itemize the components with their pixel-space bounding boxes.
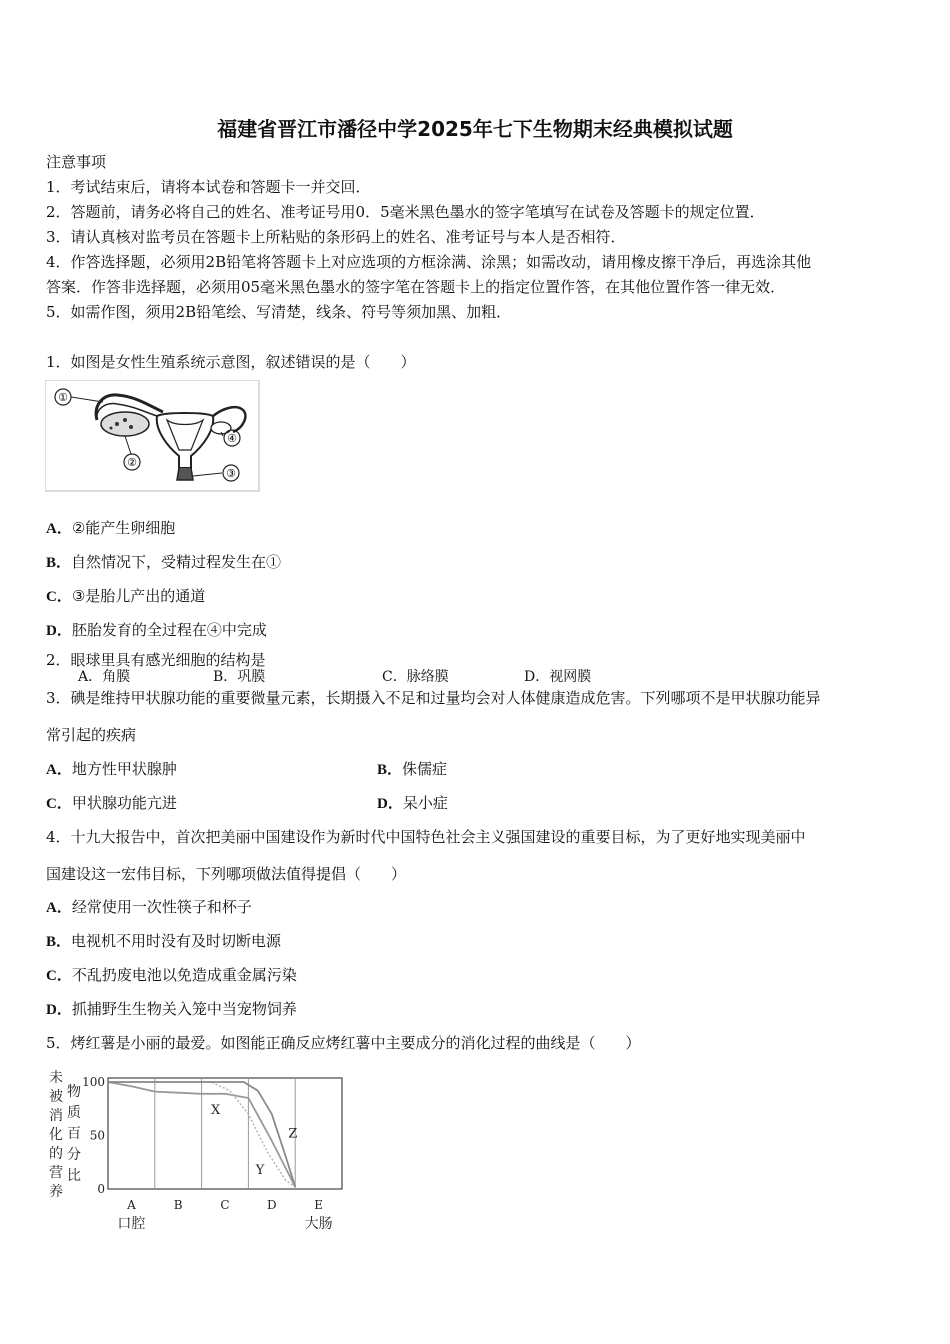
q2-option-a: A．角膜 <box>78 669 131 685</box>
y-label-inner-char: 百 <box>67 1126 81 1142</box>
notice-item: 1．考试结束后，请将本试卷和答题卡一并交回． <box>46 178 371 196</box>
q4-option-d: D．抓捕野生生物关入笼中当宠物饲养 <box>46 1000 297 1018</box>
series-label-y: Y <box>255 1163 265 1179</box>
x-below-label-large-intestine: 大肠 <box>304 1216 333 1232</box>
q4-option-b: B．电视机不用时没有及时切断电源 <box>46 932 282 950</box>
question-2-stem: 2．眼球里具有感光细胞的结构是 <box>46 651 266 669</box>
digestion-chart <box>44 1066 354 1236</box>
notice-item: 答案．作答非选择题，必须用05毫米黑色墨水的签字笔在答题卡上的指定位置作答，在其他位置作答一律无效． <box>46 278 786 296</box>
y-tick-label: 0 <box>97 1182 105 1196</box>
q1-option-a: A．②能产生卵细胞 <box>46 519 176 537</box>
y-label-inner-char: 比 <box>67 1168 81 1184</box>
question-4-stem-line2: 国建设这一宏伟目标，下列哪项做法值得提倡（ ） <box>46 865 407 883</box>
x-tick-label: E <box>314 1198 323 1212</box>
q2-option-b: B．巩膜 <box>213 669 266 685</box>
q1-option-c: C．③是胎儿产出的通道 <box>46 587 206 605</box>
y-tick-label: 50 <box>89 1128 105 1143</box>
label-2: ② <box>127 456 137 469</box>
notice-item: 3．请认真核对监考员在答题卡上所粘贴的条形码上的姓名、准考证号与本人是否相符． <box>46 228 626 246</box>
y-label-outer-char: 消 <box>49 1108 63 1124</box>
notice-heading: 注意事项 <box>46 153 107 171</box>
y-tick-label: 100 <box>82 1075 105 1089</box>
x-tick-label: B <box>173 1198 183 1212</box>
q3-option-c: C．甲状腺功能亢进 <box>46 794 177 812</box>
label-4: ④ <box>227 432 237 445</box>
female-reproductive-system-figure <box>45 380 260 492</box>
label-1: ① <box>58 391 68 404</box>
q3-option-d: D．呆小症 <box>377 794 448 812</box>
y-label-inner-char: 物 <box>67 1084 81 1100</box>
notice-item: 2．答题前，请务必将自己的姓名、准考证号用0．5毫米黑色墨水的签字笔填写在试卷及答题卡的规定位置． <box>46 203 765 221</box>
q2-option-d: D．视网膜 <box>524 669 592 685</box>
y-label-outer-char: 营 <box>49 1165 63 1181</box>
question-4-stem-line1: 4．十九大报告中，首次把美丽中国建设作为新时代中国特色社会主义强国建设的重要目标，为了更好地实现美丽中 <box>46 828 806 846</box>
question-3-stem-line1: 3．碘是维持甲状腺功能的重要微量元素，长期摄入不足和过量均会对人体健康造成危害。下列哪项不是甲状腺功能异 <box>46 689 821 707</box>
x-tick-label: A <box>127 1198 136 1212</box>
notice-item: 5．如需作图，须用2B铅笔绘、写清楚，线条、符号等须加黑、加粗． <box>46 303 512 321</box>
x-tick-label: D <box>266 1198 277 1212</box>
y-label-outer-char: 未 <box>49 1070 63 1086</box>
digestion-chart-svg <box>44 1066 354 1236</box>
y-label-outer-char: 养 <box>49 1184 63 1200</box>
series-label-x: X <box>211 1103 221 1119</box>
question-3-stem-line2: 常引起的疾病 <box>46 726 137 744</box>
y-label-outer-char: 被 <box>49 1089 63 1105</box>
q2-option-c: C．脉络膜 <box>382 669 449 685</box>
question-5-stem: 5．烤红薯是小丽的最爱。如图能正确反应烤红薯中主要成分的消化过程的曲线是（ ） <box>46 1034 641 1052</box>
series-label-z: Z <box>288 1126 298 1142</box>
y-label-outer-char: 化 <box>49 1127 63 1143</box>
label-3: ③ <box>226 467 236 480</box>
x-tick-label: C <box>220 1198 230 1212</box>
q1-option-b: B．自然情况下，受精过程发生在① <box>46 553 282 571</box>
q1-option-d: D．胚胎发育的全过程在④中完成 <box>46 621 267 639</box>
notice-item: 4．作答选择题，必须用2B铅笔将答题卡上对应选项的方框涂满、涂黑；如需改动，请用橡皮擦干净后，再选涂其他 <box>46 253 812 271</box>
y-label-inner-char: 质 <box>67 1105 81 1121</box>
q3-option-a: A．地方性甲状腺肿 <box>46 760 177 778</box>
q4-option-a: A．经常使用一次性筷子和杯子 <box>46 898 252 916</box>
y-label-outer-char: 的 <box>49 1146 63 1162</box>
y-label-inner-char: 分 <box>67 1147 81 1163</box>
q4-option-c: C．不乱扔废电池以免造成重金属污染 <box>46 966 297 984</box>
question-1-stem: 1．如图是女性生殖系统示意图，叙述错误的是（ ） <box>46 353 416 371</box>
q3-option-b: B．侏儒症 <box>377 760 448 778</box>
page-title: 福建省晋江市潘径中学2025年七下生物期末经典模拟试题 <box>217 117 733 141</box>
x-below-label-mouth: 口腔 <box>117 1216 146 1232</box>
